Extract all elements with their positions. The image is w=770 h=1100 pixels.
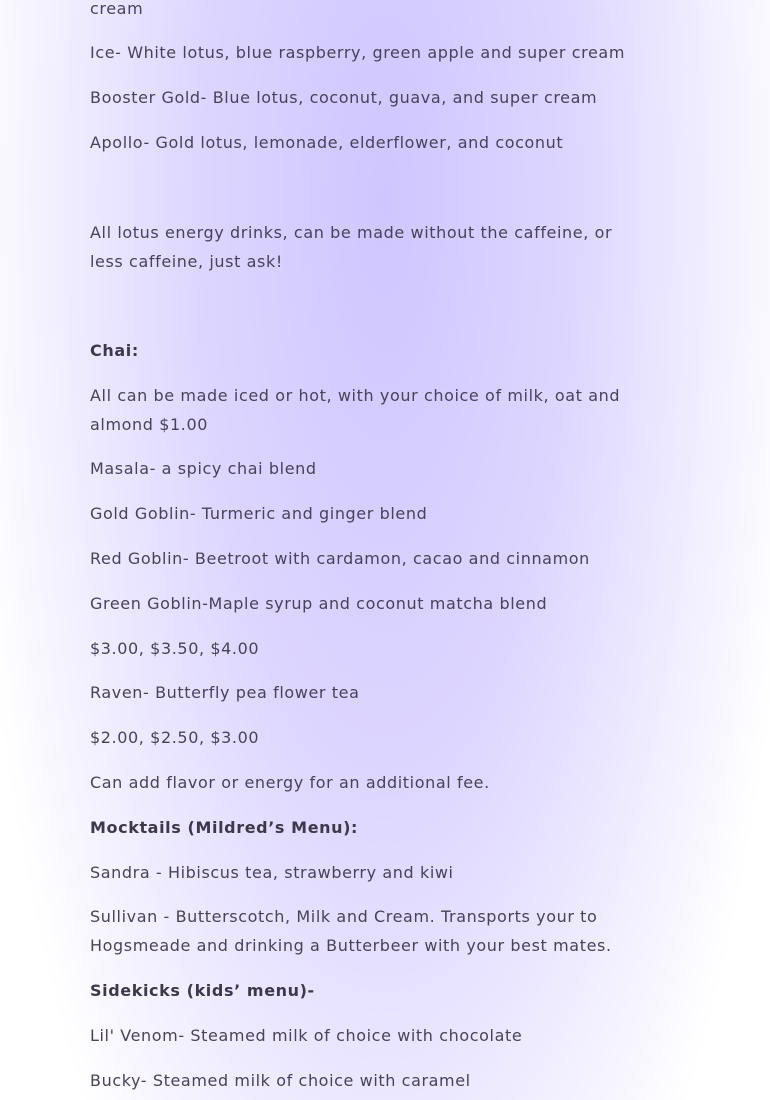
raven-prices: $2.00, $2.50, $3.00 <box>90 728 260 747</box>
lotus-caffeine-note: All lotus energy drinks, can be made without the caffeine, or less caffeine, just ask! <box>90 223 613 271</box>
chai-item-gold-goblin: Gold Goblin- Turmeric and ginger blend <box>90 504 428 523</box>
chai-prices: $3.00, $3.50, $4.00 <box>90 639 260 658</box>
lotus-item-booster-gold: Booster Gold- Blue lotus, coconut, guava, and super cream <box>90 88 598 107</box>
chai-item-green-goblin: Green Goblin-Maple syrup and coconut matcha blend <box>90 594 548 613</box>
lotus-item-ice: Ice- White lotus, blue raspberry, green apple and super cream <box>90 43 626 62</box>
mocktail-item-sullivan: Sullivan - Butterscotch, Milk and Cream. Transports your to Hogsmeade and drinking a Butterbeer with your best mates. <box>90 907 612 955</box>
chai-item-raven: Raven- Butterfly pea flower tea <box>90 683 360 702</box>
lotus-item-continued: cream <box>90 0 144 18</box>
lotus-item-apollo: Apollo- Gold lotus, lemonade, elderflower, and coconut <box>90 133 564 152</box>
sidekicks-heading: Sidekicks (kids’ menu)- <box>90 981 315 1000</box>
chai-milk-note: All can be made iced or hot, with your choice of milk, oat and almond $1.00 <box>90 386 621 434</box>
sidekick-item-bucky: Bucky- Steamed milk of choice with caramel <box>90 1071 471 1090</box>
chai-item-red-goblin: Red Goblin- Beetroot with cardamon, cacao and cinnamon <box>90 549 590 568</box>
mocktails-heading: Mocktails (Mildred’s Menu): <box>90 818 359 837</box>
sidekick-item-lil-venom: Lil' Venom- Steamed milk of choice with chocolate <box>90 1026 523 1045</box>
chai-heading: Chai: <box>90 341 139 360</box>
mocktail-item-sandra: Sandra - Hibiscus tea, strawberry and kiwi <box>90 863 454 882</box>
chai-item-masala: Masala- a spicy chai blend <box>90 459 317 478</box>
chai-addon-note: Can add flavor or energy for an additional fee. <box>90 773 490 792</box>
